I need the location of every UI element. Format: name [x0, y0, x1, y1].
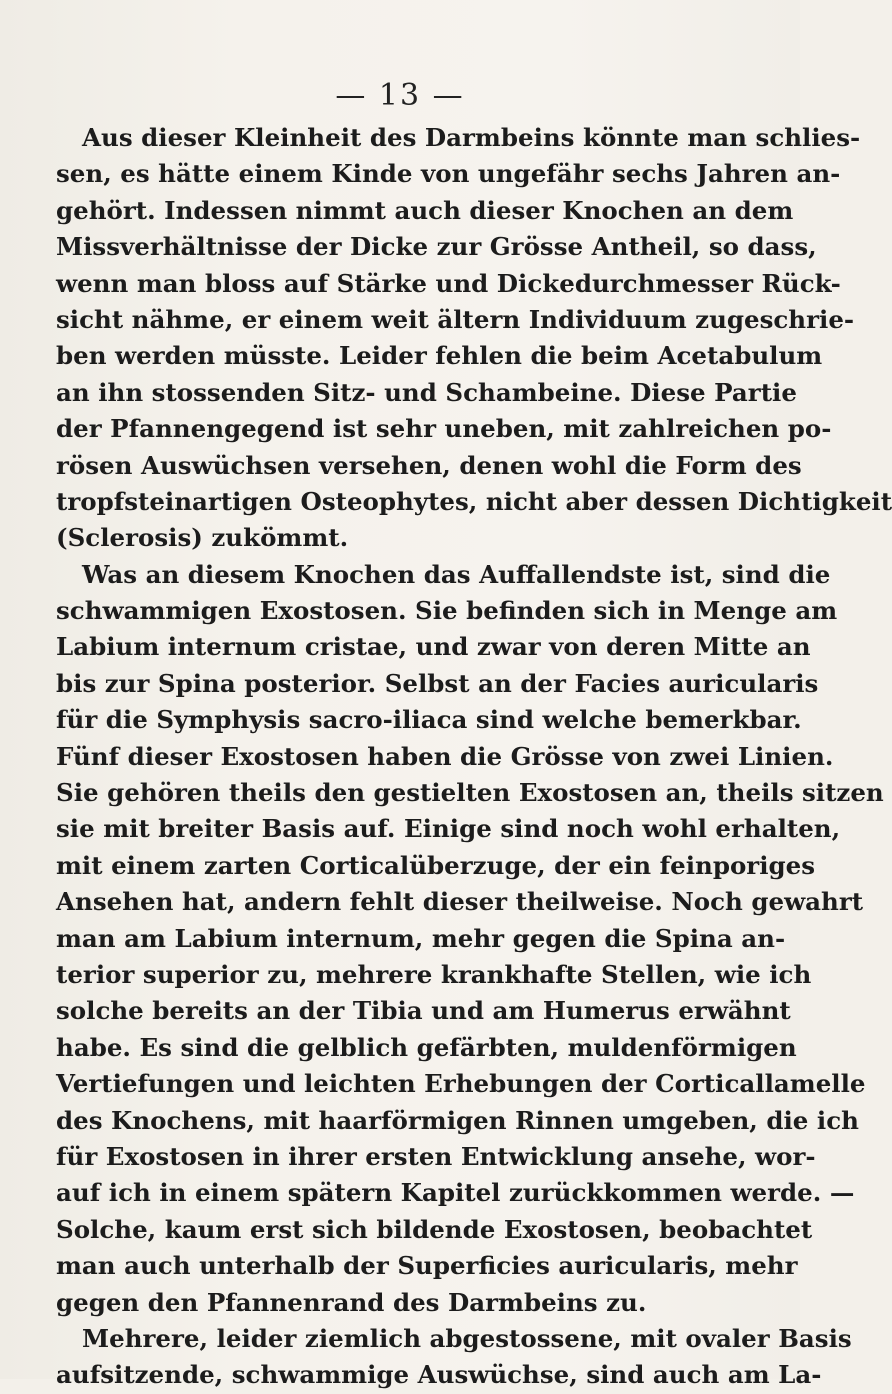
text-line: habe. Es sind die gelblich gefärbten, muldenförmigen [56, 1032, 797, 1062]
text-line: gehört. Indessen nimmt auch dieser Knochen an dem [56, 195, 794, 225]
text-line: Ansehen hat, andern fehlt dieser theilweise. Noch gewahrt [56, 887, 864, 917]
body-text [56, 120, 892, 1394]
text-line: mit einem zarten Corticalüberzuge, der ein feinporiges [56, 850, 816, 880]
page-number: — 13 — [335, 78, 465, 113]
text-line: auf ich in einem spätern Kapitel zurückkommen werde. — [56, 1178, 855, 1208]
text-line: sen, es hätte einem Kinde von ungefähr sechs Jahren an- [56, 159, 841, 189]
text-line: Aus dieser Kleinheit des Darmbeins könnte man schlies- [82, 123, 861, 152]
text-line: für Exostosen in ihrer ersten Entwicklung ansehe, wor- [56, 1141, 816, 1171]
text-line: ben werden müsste. Leider fehlen die beim Acetabulum [56, 341, 823, 371]
text-line: Labium internum cristae, und zwar von deren Mitte an [56, 632, 811, 662]
text-line: (Sclerosis) zukömmt. [56, 523, 349, 553]
text-line: schwammigen Exostosen. Sie befinden sich in Menge am [56, 596, 838, 626]
text-line: an ihn stossenden Sitz- und Schambeine. Diese Partie [56, 377, 797, 407]
text-line: der Pfannengegend ist sehr uneben, mit zahlreichen po- [56, 414, 832, 444]
text-line: Missverhältnisse der Dicke zur Grösse Antheil, so dass, [56, 232, 817, 262]
text-line: des Knochens, mit haarförmigen Rinnen umgeben, die ich [56, 1105, 859, 1135]
text-line: man am Labium internum, mehr gegen die Spina an- [56, 923, 786, 953]
text-line: solche bereits an der Tibia und am Humerus erwähnt [56, 996, 791, 1026]
text-line: Solche, kaum erst sich bildende Exostosen, beobachtet [56, 1214, 813, 1244]
text-line: für die Symphysis sacro-iliaca sind welche bemerkbar. [56, 705, 802, 735]
text-line: bis zur Spina posterior. Selbst an der Facies auricularis [56, 668, 819, 698]
text-line: Fünf dieser Exostosen haben die Grösse von zwei Linien. [56, 741, 834, 771]
text-line: Mehrere, leider ziemlich abgestossene, mit ovaler Basis [82, 1323, 852, 1353]
text-line: sie mit breiter Basis auf. Einige sind noch wohl erhalten, [56, 814, 841, 844]
text-line: terior superior zu, mehrere krankhafte Stellen, wie ich [56, 959, 812, 989]
text-line: man auch unterhalb der Superficies auricularis, mehr [56, 1251, 798, 1281]
text-line: sicht nähme, er einem weit ältern Individuum zugeschrie- [56, 304, 855, 334]
text-line: wenn man bloss auf Stärke und Dickedurchmesser Rück- [56, 268, 841, 298]
text-line: tropfsteinartigen Osteophytes, nicht aber dessen Dichtigkeit [56, 486, 892, 516]
text-line: Was an diesem Knochen das Auffallendste ist, sind die [82, 559, 831, 589]
text-line: aufsitzende, schwammige Auswüchse, sind auch am La- [56, 1360, 822, 1390]
text-line: Sie gehören theils den gestielten Exostosen an, theils sitzen [56, 778, 884, 808]
text-line: gegen den Pfannenrand des Darmbeins zu. [56, 1287, 647, 1317]
text-line: rösen Auswüchsen versehen, denen wohl die Form des [56, 450, 802, 480]
text-line: Vertiefungen und leichten Erhebungen der Corticallamelle [56, 1069, 866, 1099]
